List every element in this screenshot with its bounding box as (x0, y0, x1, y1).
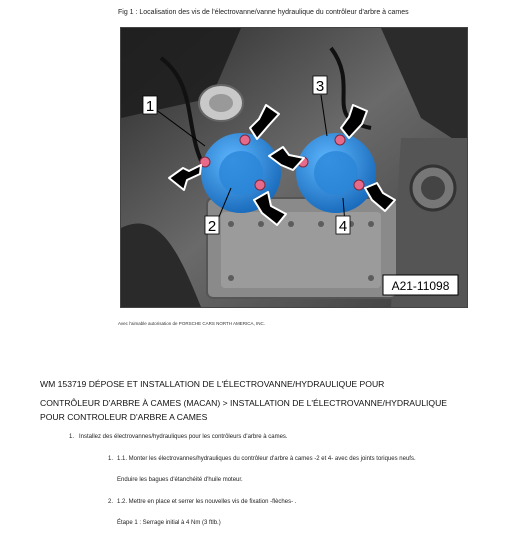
step-number: 1. (69, 434, 75, 440)
substep-number: 1. (108, 456, 114, 462)
engine-photo (120, 27, 468, 308)
engine-illustration (121, 28, 467, 307)
callout-3: 3 (315, 78, 325, 95)
section-heading-line-3: POUR CONTROLEUR D'ARBRE A CAMES (40, 412, 208, 422)
part-code: A21-11098 (391, 279, 450, 293)
screw (255, 180, 265, 190)
callout-4: 4 (338, 218, 348, 235)
step-text: Installez des électrovannes/hydrauliques pour les contrôleurs d'arbre à cames. (79, 434, 288, 440)
screw (354, 180, 364, 190)
section-heading-line-1: WM 153719 DÉPOSE ET INSTALLATION DE L'ÉLECTROVANNE/HYDRAULIQUE POUR (40, 379, 385, 389)
substep-text: 1.1. Monter les électrovannes/hydrauliques du contrôleur d'arbre à cames -2 et 4- avec des joints toriques neufs. (117, 456, 416, 462)
screw (240, 135, 250, 145)
callout-2: 2 (207, 218, 217, 235)
substep-note: Enduire les bagues d'étanchéité d'huile moteur. (117, 477, 243, 483)
figure-caption: Fig 1 : Localisation des vis de l'électrovanne/vanne hydraulique du contrôleur d'arbre à cames (118, 9, 409, 16)
substep-number: 2. (108, 499, 114, 505)
screw (335, 135, 345, 145)
callout-1: 1 (145, 98, 155, 115)
substep-text: 1.2. Mettre en place et serrer les nouvelles vis de fixation -flèches- . (117, 499, 297, 505)
torque-step: Étape 1 : Serrage initial à 4 Nm (3 ftlb.) (117, 520, 221, 526)
photo-credit: Avec l'aimable autorisation de PORSCHE CARS NORTH AMERICA, INC. (118, 321, 265, 326)
section-heading-line-2: CONTRÔLEUR D'ARBRE À CAMES (MACAN) > INSTALLATION DE L'ÉLECTROVANNE/HYDRAULIQUE (40, 398, 448, 408)
